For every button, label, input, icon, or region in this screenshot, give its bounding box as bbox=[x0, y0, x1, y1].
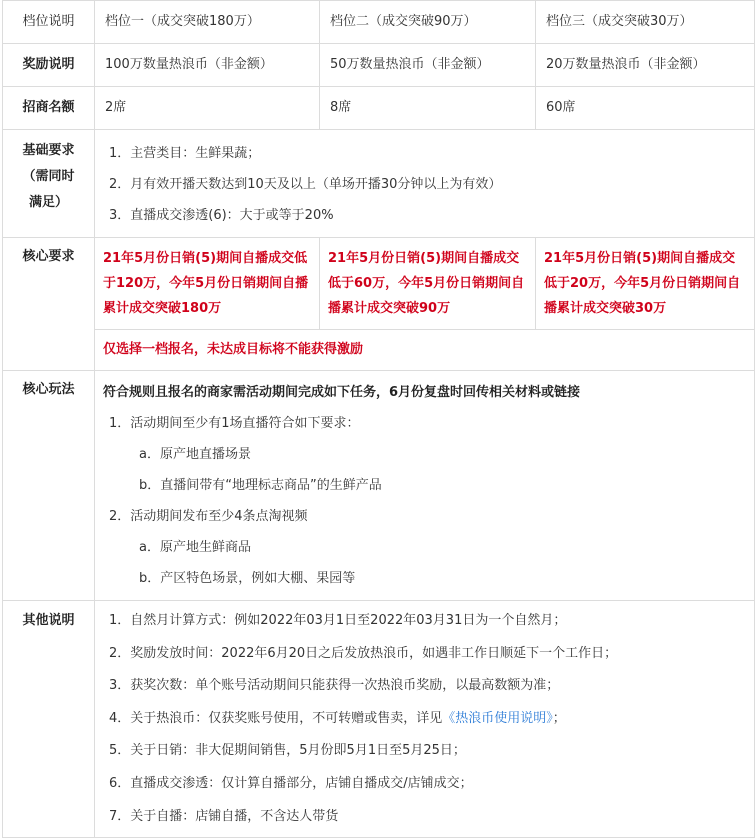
basic-label-line3: 满足） bbox=[28, 195, 68, 210]
reward-tier3: 20万数量热浪币（非金额） bbox=[536, 44, 755, 87]
gameplay-item-1: 1．活动期间至少有1场直播符合如下要求： bbox=[109, 416, 360, 431]
core-gameplay-content bbox=[95, 371, 755, 601]
core-gameplay-row bbox=[3, 371, 755, 601]
tier-header-label: 档位说明 bbox=[3, 1, 95, 44]
gameplay-item-1b: b．直播间带有“地理标志商品”的生鲜产品 bbox=[139, 478, 382, 493]
other-notes-row bbox=[3, 601, 755, 838]
quota-row bbox=[3, 87, 755, 130]
reward-tier2: 50万数量热浪币（非金额） bbox=[320, 44, 536, 87]
basic-requirements-label bbox=[3, 130, 95, 238]
basic-item-3: 3．直播成交渗透(6)：大于或等于20% bbox=[109, 208, 334, 223]
reward-tier1: 100万数量热浪币（非金额） bbox=[95, 44, 320, 87]
basic-requirements-row bbox=[3, 130, 755, 238]
basic-requirements-content bbox=[95, 130, 755, 238]
gameplay-item-2b: b．产区特色场景，例如大棚、果园等 bbox=[139, 571, 356, 586]
basic-label-line1: 基础要求 bbox=[22, 143, 75, 158]
gameplay-item-2: 2．活动期间发布至少4条点淘视频 bbox=[109, 509, 308, 524]
tier2-header: 档位二（成交突破90万） bbox=[320, 1, 536, 44]
core-requirements-label: 核心要求 bbox=[3, 238, 95, 371]
basic-label-line2: （需同时 bbox=[22, 169, 75, 184]
other-item-4 bbox=[103, 703, 746, 736]
core-tier3: 21年5月份日销(5)期间自播成交低于20万，今年5月份日销期间自播累计成交突破30万 bbox=[536, 238, 755, 330]
other-item-4-text: 4．关于热浪币：仅获奖账号使用，不可转赠或售卖，详见 bbox=[109, 710, 443, 726]
core-gameplay-label: 核心玩法 bbox=[3, 371, 95, 601]
gameplay-item-1a: a．原产地直播场景 bbox=[139, 447, 251, 462]
currency-usage-guide-link[interactable]: 《热浪币使用说明》 bbox=[442, 710, 553, 726]
tier1-header: 档位一（成交突破180万） bbox=[95, 1, 320, 44]
quota-label: 招商名额 bbox=[3, 87, 95, 130]
campaign-rules-table bbox=[2, 0, 755, 838]
basic-item-2: 2．月有效开播天数达到10天及以上（单场开播30分钟以上为有效） bbox=[109, 177, 502, 192]
core-note-row bbox=[3, 330, 755, 371]
gameplay-item-2a: a．原产地生鲜商品 bbox=[139, 540, 251, 555]
core-tier2: 21年5月份日销(5)期间自播成交低于60万，今年5月份日销期间自播累计成交突破90万 bbox=[320, 238, 536, 330]
other-notes-label: 其他说明 bbox=[3, 601, 95, 838]
core-tier1: 21年5月份日销(5)期间自播成交低于120万，今年5月份日销期间自播累计成交突破180万 bbox=[95, 238, 320, 330]
quota-tier2: 8席 bbox=[320, 87, 536, 130]
other-item-3: 3．获奖次数：单个账号活动期间只能获得一次热浪币奖励，以最高数额为准； bbox=[109, 678, 560, 694]
other-item-6: 6．直播成交渗透：仅计算自播部分，店铺自播成交/店铺成交； bbox=[109, 775, 473, 791]
other-item-5: 5．关于日销：非大促期间销售，5月份即5月1日至5月25日； bbox=[109, 743, 466, 759]
other-item-7: 7．关于自播：店铺自播，不含达人带货 bbox=[109, 808, 339, 824]
reward-row bbox=[3, 44, 755, 87]
reward-label: 奖励说明 bbox=[3, 44, 95, 87]
core-note: 仅选择一档报名，未达成目标将不能获得激励 bbox=[95, 330, 755, 371]
tier3-header: 档位三（成交突破30万） bbox=[536, 1, 755, 44]
other-item-2: 2．奖励发放时间：2022年6月20日之后发放热浪币，如遇非工作日顺延下一个工作日； bbox=[109, 645, 618, 661]
core-requirements-row bbox=[3, 238, 755, 330]
quota-tier3: 60席 bbox=[536, 87, 755, 130]
tier-header-row bbox=[3, 1, 755, 44]
other-notes-content bbox=[95, 601, 755, 838]
other-item-4-suffix: ； bbox=[552, 710, 566, 726]
quota-tier1: 2席 bbox=[95, 87, 320, 130]
gameplay-intro: 符合规则且报名的商家需活动期间完成如下任务，6月份复盘时回传相关材料或链接 bbox=[103, 385, 581, 400]
basic-item-1: 1．主营类目：生鲜果蔬； bbox=[109, 146, 261, 161]
other-item-1: 1．自然月计算方式：例如2022年03月1日至2022年03月31日为一个自然月； bbox=[109, 613, 567, 628]
